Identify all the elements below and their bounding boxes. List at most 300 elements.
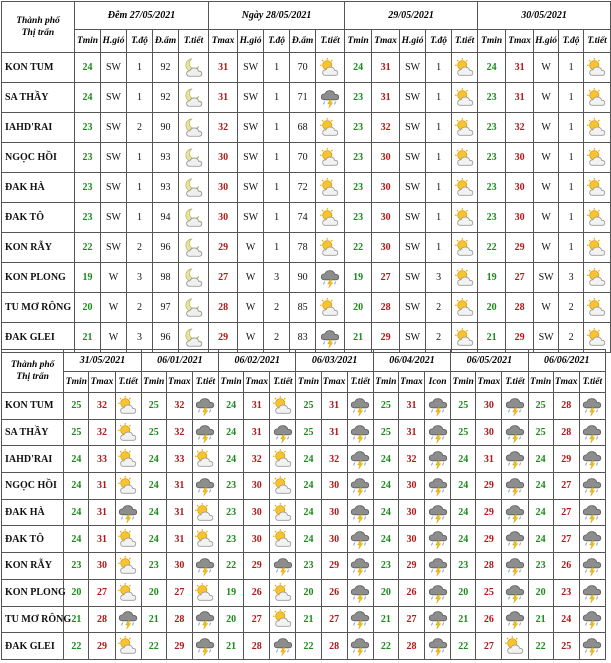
tmax-value: 30: [372, 143, 400, 173]
sun-cloud-icon: [115, 419, 141, 446]
tmax-value: 29: [506, 233, 534, 263]
tmax-value: 30: [398, 526, 424, 553]
tmin-value: 24: [296, 446, 321, 473]
storm-icon: [316, 83, 345, 113]
storm-icon: [192, 633, 218, 660]
value-cell: SW: [400, 53, 426, 83]
storm-icon: [192, 419, 218, 446]
value-cell: 1: [426, 173, 452, 203]
value-cell: W: [534, 173, 559, 203]
storm-icon: [347, 393, 373, 420]
tmin-value: 24: [141, 499, 166, 526]
tmax-value: 28: [244, 633, 270, 660]
column-header: T.độ: [426, 30, 452, 53]
storm-icon: [502, 553, 528, 580]
value-cell: 1: [127, 53, 153, 83]
sun-cloud-icon: [452, 293, 478, 323]
tmin-value: 22: [75, 233, 101, 263]
value-cell: 3: [264, 263, 290, 293]
value-cell: SW: [238, 203, 264, 233]
tmin-value: 24: [528, 499, 553, 526]
day-header: 06/03/2021: [296, 350, 373, 372]
column-header: T.tiết: [502, 372, 528, 393]
tmin-value: 23: [451, 553, 476, 580]
storm-icon: [502, 393, 528, 420]
value-cell: W: [101, 263, 127, 293]
value-cell: W: [534, 203, 559, 233]
value-cell: 2: [127, 293, 153, 323]
tmax-value: 30: [476, 419, 502, 446]
tmax-value: 30: [244, 473, 270, 500]
value-cell: 2: [559, 293, 584, 323]
tmin-value: 24: [296, 499, 321, 526]
value-cell: SW: [101, 143, 127, 173]
tmax-value: 32: [244, 446, 270, 473]
moon-cloud-icon: [179, 53, 209, 83]
tmax-value: 30: [321, 526, 347, 553]
tmin-value: 25: [451, 393, 476, 420]
day-header: 06/06/2021: [528, 350, 605, 372]
tmax-value: 30: [209, 203, 238, 233]
value-cell: 3: [559, 263, 584, 293]
sun-cloud-icon: [316, 233, 345, 263]
value-cell: 98: [153, 263, 179, 293]
tmin-value: 24: [451, 473, 476, 500]
tmax-value: 27: [553, 473, 579, 500]
tmax-value: 30: [209, 143, 238, 173]
storm-icon: [579, 499, 605, 526]
sun-cloud-icon: [192, 526, 218, 553]
value-cell: 1: [127, 83, 153, 113]
tmax-value: 29: [553, 446, 579, 473]
value-cell: SW: [400, 293, 426, 323]
value-cell: 90: [153, 113, 179, 143]
column-header: Tmax: [321, 372, 347, 393]
tmax-value: 28: [398, 633, 424, 660]
day-header: 06/05/2021: [451, 350, 528, 372]
tmax-value: 32: [506, 113, 534, 143]
value-cell: 1: [264, 113, 290, 143]
day-header: 29/05/2021: [345, 2, 478, 30]
value-cell: 1: [426, 53, 452, 83]
value-cell: 2: [426, 293, 452, 323]
tmin-value: 24: [373, 526, 398, 553]
city-name: SA THẦY: [2, 419, 64, 446]
sun-cloud-icon: [584, 113, 611, 143]
value-cell: W: [101, 323, 127, 353]
tmin-value: 24: [528, 473, 553, 500]
sun-cloud-icon: [584, 173, 611, 203]
value-cell: SW: [400, 233, 426, 263]
tmin-value: 20: [345, 293, 372, 323]
tmin-value: 25: [528, 393, 553, 420]
value-cell: 2: [127, 113, 153, 143]
column-header: Icon: [425, 372, 451, 393]
tmax-value: 31: [506, 83, 534, 113]
value-cell: SW: [534, 323, 559, 353]
tmax-value: 30: [321, 473, 347, 500]
tmax-value: 31: [209, 83, 238, 113]
tmax-value: 27: [553, 526, 579, 553]
city-name: ĐAK GLEI: [2, 323, 75, 353]
storm-icon: [192, 393, 218, 420]
tmax-value: 30: [372, 233, 400, 263]
storm-icon: [425, 393, 451, 420]
tmax-value: 28: [476, 553, 502, 580]
tmax-value: 31: [398, 419, 424, 446]
tmin-value: 22: [451, 633, 476, 660]
table-row: [2, 173, 611, 203]
tmin-value: 23: [75, 203, 101, 233]
city-name: ĐAK HÀ: [2, 499, 64, 526]
value-cell: SW: [238, 53, 264, 83]
value-cell: 97: [153, 293, 179, 323]
sun-cloud-icon: [452, 53, 478, 83]
value-cell: SW: [101, 113, 127, 143]
table-row: [2, 143, 611, 173]
sun-cloud-icon: [270, 606, 296, 633]
value-cell: 2: [264, 293, 290, 323]
tmin-value: 24: [141, 526, 166, 553]
column-header: T.độ: [127, 30, 153, 53]
tmax-value: 32: [89, 393, 115, 420]
value-cell: 1: [264, 143, 290, 173]
value-cell: 1: [559, 173, 584, 203]
tmin-value: 25: [296, 393, 321, 420]
tmax-value: 28: [553, 419, 579, 446]
tmax-value: 27: [244, 606, 270, 633]
column-header: Tmin: [296, 372, 321, 393]
tmax-value: 28: [506, 293, 534, 323]
value-cell: 2: [127, 233, 153, 263]
tmax-value: 29: [372, 323, 400, 353]
moon-cloud-icon: [179, 113, 209, 143]
tmax-value: 31: [89, 499, 115, 526]
table-row: [2, 263, 611, 293]
tmin-value: 20: [451, 579, 476, 606]
tmax-value: 30: [209, 173, 238, 203]
storm-icon: [425, 606, 451, 633]
value-cell: SW: [400, 263, 426, 293]
value-cell: SW: [238, 113, 264, 143]
tmin-value: 22: [296, 633, 321, 660]
tmax-value: 33: [166, 446, 192, 473]
sun-cloud-icon: [115, 579, 141, 606]
tmax-value: 30: [89, 553, 115, 580]
column-header: T.tiết: [179, 30, 209, 53]
city-header: Thành phố Thị trấn: [2, 350, 64, 393]
column-header: Tmin: [219, 372, 244, 393]
tmin-value: 23: [141, 553, 166, 580]
value-cell: 90: [290, 263, 316, 293]
tmax-value: 25: [476, 579, 502, 606]
moon-cloud-icon: [179, 323, 209, 353]
moon-cloud-icon: [179, 233, 209, 263]
value-cell: 70: [290, 53, 316, 83]
tmax-value: 27: [166, 579, 192, 606]
tmax-value: 29: [209, 233, 238, 263]
tmax-value: 28: [166, 606, 192, 633]
storm-icon: [347, 419, 373, 446]
tmax-value: 29: [244, 553, 270, 580]
value-cell: W: [101, 293, 127, 323]
tmax-value: 30: [321, 499, 347, 526]
tmin-value: 24: [75, 53, 101, 83]
storm-icon: [192, 553, 218, 580]
tmax-value: 30: [372, 173, 400, 203]
sun-cloud-icon: [452, 83, 478, 113]
tmax-value: 32: [166, 419, 192, 446]
value-cell: 1: [426, 233, 452, 263]
tmax-value: 32: [321, 446, 347, 473]
tmin-value: 23: [478, 173, 506, 203]
column-header: T.tiết: [192, 372, 218, 393]
value-cell: 68: [290, 113, 316, 143]
storm-icon: [579, 633, 605, 660]
value-cell: 93: [153, 173, 179, 203]
storm-icon: [425, 633, 451, 660]
tmin-value: 23: [345, 203, 372, 233]
tmin-value: 24: [296, 526, 321, 553]
column-header: Tmax: [244, 372, 270, 393]
tmax-value: 29: [89, 633, 115, 660]
sun-cloud-icon: [270, 526, 296, 553]
tmax-value: 31: [321, 393, 347, 420]
sun-cloud-icon: [316, 143, 345, 173]
tmin-value: 24: [141, 473, 166, 500]
tmin-value: 20: [478, 293, 506, 323]
value-cell: 1: [127, 143, 153, 173]
tmax-value: 32: [209, 113, 238, 143]
day-header: 06/02/2021: [219, 350, 296, 372]
moon-cloud-icon: [179, 293, 209, 323]
city-name: KON PLONG: [2, 579, 64, 606]
tmax-value: 31: [321, 419, 347, 446]
value-cell: W: [534, 143, 559, 173]
tmin-value: 21: [296, 606, 321, 633]
sun-cloud-icon: [452, 203, 478, 233]
tmin-value: 24: [345, 53, 372, 83]
storm-icon: [347, 446, 373, 473]
tmin-value: 21: [345, 323, 372, 353]
tmax-value: 23: [553, 579, 579, 606]
tmin-value: 24: [64, 499, 89, 526]
tmax-value: 29: [476, 526, 502, 553]
value-cell: 1: [559, 83, 584, 113]
tmin-value: 22: [64, 633, 89, 660]
tmin-value: 25: [451, 419, 476, 446]
tmin-value: 24: [219, 393, 244, 420]
city-name: NGỌC HỒI: [2, 473, 64, 500]
tmin-value: 22: [528, 633, 553, 660]
value-cell: SW: [101, 233, 127, 263]
tmin-value: 20: [528, 579, 553, 606]
day-header: Ngày 28/05/2021: [209, 2, 345, 30]
tmin-value: 23: [219, 526, 244, 553]
value-cell: 3: [127, 323, 153, 353]
value-cell: 1: [559, 203, 584, 233]
tmin-value: 23: [75, 113, 101, 143]
storm-icon: [347, 579, 373, 606]
tmax-value: 29: [166, 633, 192, 660]
column-header: Tmin: [373, 372, 398, 393]
tmax-value: 31: [372, 53, 400, 83]
tmax-value: 27: [372, 263, 400, 293]
sun-cloud-icon: [316, 173, 345, 203]
value-cell: 1: [264, 203, 290, 233]
moon-cloud-icon: [179, 173, 209, 203]
city-name: KON TUM: [2, 393, 64, 420]
column-header: Tmax: [553, 372, 579, 393]
storm-icon: [425, 579, 451, 606]
sun-cloud-icon: [452, 113, 478, 143]
storm-icon: [425, 419, 451, 446]
value-cell: 1: [559, 53, 584, 83]
column-header: Tmin: [141, 372, 166, 393]
tmax-value: 30: [372, 203, 400, 233]
sun-cloud-icon: [115, 473, 141, 500]
sun-cloud-icon: [452, 263, 478, 293]
table-row: [2, 233, 611, 263]
column-header: Tmax: [209, 30, 238, 53]
value-cell: 1: [264, 53, 290, 83]
sun-cloud-icon: [584, 263, 611, 293]
table-row: [2, 526, 606, 553]
value-cell: W: [534, 53, 559, 83]
tmax-value: 31: [166, 473, 192, 500]
value-cell: 94: [153, 203, 179, 233]
value-cell: 1: [559, 233, 584, 263]
tmin-value: 25: [528, 419, 553, 446]
storm-icon: [270, 553, 296, 580]
city-name: TU MƠ RÔNG: [2, 293, 75, 323]
tmax-value: 24: [553, 606, 579, 633]
tmin-value: 23: [528, 553, 553, 580]
tmin-value: 23: [64, 553, 89, 580]
sun-cloud-icon: [115, 553, 141, 580]
city-name: ĐAK TÔ: [2, 203, 75, 233]
tmin-value: 22: [219, 553, 244, 580]
table-row: [2, 83, 611, 113]
tmin-value: 24: [141, 446, 166, 473]
column-header: T.tiết: [347, 372, 373, 393]
tmax-value: 26: [244, 579, 270, 606]
city-name: KON RẪY: [2, 233, 75, 263]
sun-cloud-icon: [115, 446, 141, 473]
table-row: [2, 499, 606, 526]
sun-cloud-icon: [316, 113, 345, 143]
column-header: Tmin: [64, 372, 89, 393]
tmin-value: 24: [75, 83, 101, 113]
value-cell: SW: [238, 143, 264, 173]
moon-cloud-icon: [179, 143, 209, 173]
tmin-value: 19: [345, 263, 372, 293]
tmax-value: 29: [476, 499, 502, 526]
tmax-value: 32: [89, 419, 115, 446]
tmin-value: 25: [64, 393, 89, 420]
column-header: Tmax: [372, 30, 400, 53]
tmax-value: 25: [553, 633, 579, 660]
sun-cloud-icon: [584, 203, 611, 233]
storm-icon: [579, 393, 605, 420]
value-cell: 1: [426, 113, 452, 143]
tmax-value: 28: [321, 633, 347, 660]
tmin-value: 20: [373, 579, 398, 606]
tmax-value: 31: [244, 393, 270, 420]
tmin-value: 24: [528, 526, 553, 553]
value-cell: 1: [264, 173, 290, 203]
tmin-value: 24: [219, 446, 244, 473]
sun-cloud-icon: [316, 293, 345, 323]
tmin-value: 25: [64, 419, 89, 446]
tmin-value: 21: [528, 606, 553, 633]
table-row: [2, 293, 611, 323]
city-name: ĐAK TÔ: [2, 526, 64, 553]
sun-cloud-icon: [192, 499, 218, 526]
tmin-value: 24: [528, 446, 553, 473]
tmin-value: 24: [451, 526, 476, 553]
tmin-value: 25: [373, 419, 398, 446]
column-header: Tmax: [398, 372, 424, 393]
tmax-value: 31: [166, 499, 192, 526]
column-header: T.tiết: [584, 30, 611, 53]
tmax-value: 27: [89, 579, 115, 606]
storm-icon: [579, 473, 605, 500]
table-row: [2, 113, 611, 143]
tmin-value: 23: [75, 173, 101, 203]
city-header: Thành phố Thị trấn: [2, 2, 75, 53]
table-row: [2, 446, 606, 473]
city-name: KON PLONG: [2, 263, 75, 293]
tmin-value: 24: [64, 473, 89, 500]
tmax-value: 30: [244, 526, 270, 553]
value-cell: 1: [426, 203, 452, 233]
value-cell: SW: [400, 323, 426, 353]
storm-icon: [502, 526, 528, 553]
sun-cloud-icon: [452, 173, 478, 203]
city-name: SA THẦY: [2, 83, 75, 113]
value-cell: 1: [127, 203, 153, 233]
tmin-value: 24: [373, 446, 398, 473]
tmax-value: 30: [506, 203, 534, 233]
sun-cloud-icon: [584, 143, 611, 173]
storm-icon: [347, 473, 373, 500]
tmin-value: 19: [478, 263, 506, 293]
tmax-value: 31: [398, 393, 424, 420]
tmin-value: 20: [141, 579, 166, 606]
value-cell: 1: [264, 233, 290, 263]
column-header: Tmin: [478, 30, 506, 53]
sun-cloud-icon: [584, 53, 611, 83]
tmax-value: 27: [209, 263, 238, 293]
tmax-value: 30: [506, 173, 534, 203]
sun-cloud-icon: [452, 323, 478, 353]
city-name: ĐAK GLEI: [2, 633, 64, 660]
column-header: T.độ: [264, 30, 290, 53]
value-cell: 72: [290, 173, 316, 203]
tmin-value: 20: [296, 579, 321, 606]
tmax-value: 30: [476, 393, 502, 420]
tmax-value: 26: [476, 606, 502, 633]
tmin-value: 24: [451, 446, 476, 473]
value-cell: 78: [290, 233, 316, 263]
sun-cloud-icon: [584, 293, 611, 323]
table-row: [2, 579, 606, 606]
tmin-value: 24: [451, 499, 476, 526]
storm-icon: [425, 499, 451, 526]
storm-icon: [579, 419, 605, 446]
forecast-table-1: [1, 1, 611, 353]
